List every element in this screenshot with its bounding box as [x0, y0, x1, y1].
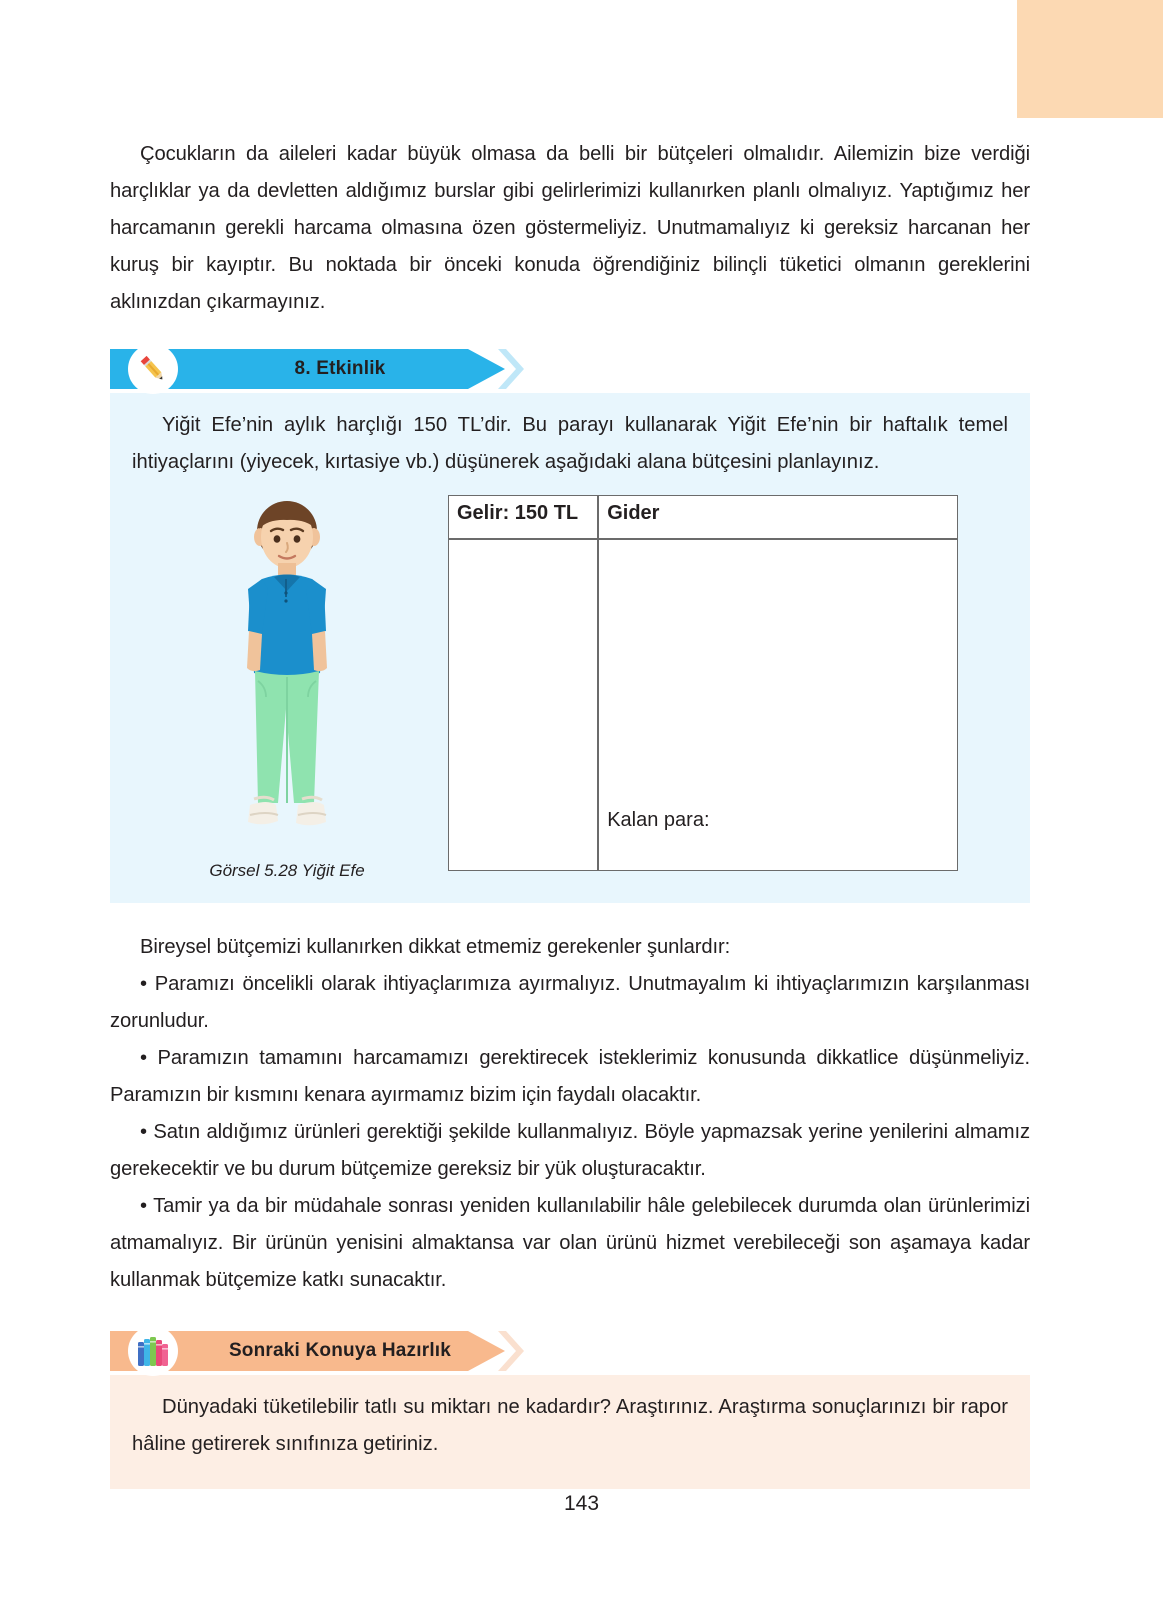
activity-panel	[110, 393, 1030, 903]
guideline-item-1: • Paramızı öncelikli olarak ihtiyaçlarımıza ayırmalıyız. Unutmayalım ki ihtiyaçlarımızın karşılanması zorunludur.	[110, 973, 1030, 1032]
activity-banner-label: 8. Etkinlik	[294, 358, 386, 379]
activity-banner	[110, 349, 1030, 393]
intro-paragraph: Çocukların da aileleri kadar büyük olmasa da belli bir bütçeleri olmalıdır. Ailemizin bize verdiği harçlıklar ya da devletten aldığımız burslar gibi gelirlerimizi kullanırken planlı olmalıyız. Yaptığımız her harcamanın gerekli harcama olmasına özen göstermeliyiz. Unutmamalıyız ki gereksiz harcanan her kuruş bir kayıptır. Bu noktada bir önceki konuda öğrendiğiniz bilinçli tüketici olmanın gereklerini aklınızdan çıkarmayınız.	[110, 143, 1030, 313]
books-icon	[128, 1326, 178, 1376]
activity-body	[132, 495, 1008, 881]
budget-table-body-row	[448, 539, 958, 871]
budget-table	[448, 495, 958, 871]
page-content	[110, 136, 1030, 1489]
guideline-item-3: • Satın aldığımız ürünleri gerektiği şekilde kullanmalıyız. Böyle yapmazsak yerine yenilerini almamız gerekecektir ve bu durum bütçemize gereksiz bir yük oluşturacaktır.	[110, 1121, 1030, 1180]
preparation-text: Dünyadaki tüketilebilir tatlı su miktarı ne kadardır? Araştırınız. Araştırma sonuçlarınızı bir rapor hâline getirerek sınıfınıza getiriniz.	[132, 1396, 1008, 1455]
activity-figure	[132, 495, 442, 881]
budget-table-header-income: Gelir: 150 TL	[448, 495, 598, 539]
guideline-item-2: • Paramızın tamamını harcamamızı gerektirecek isteklerimiz konusunda dikkatlice düşünmeliyiz. Paramızın bir kısmını kenara ayırmamız bizim için faydalı olacaktır.	[110, 1047, 1030, 1106]
figure-caption: Görsel 5.28 Yiğit Efe	[209, 861, 365, 880]
budget-income-input-area[interactable]	[448, 539, 598, 871]
page-corner-tab	[1017, 0, 1163, 118]
preparation-panel	[110, 1375, 1030, 1489]
guidelines-lead: Bireysel bütçemizi kullanırken dikkat etmemiz gerekenler şunlardır:	[140, 936, 731, 958]
preparation-banner	[110, 1331, 1030, 1375]
preparation-banner-label: Sonraki Konuya Hazırlık	[228, 1340, 452, 1361]
pencil-icon	[128, 344, 178, 394]
activity-instruction: Yiğit Efe’nin aylık harçlığı 150 TL’dir. Bu parayı kullanarak Yiğit Efe’nin bir haftalık temel ihtiyaçlarını (yiyecek, kırtasiye vb.) düşünerek aşağıdaki alana bütçesini planlayınız.	[132, 414, 1008, 473]
budget-table-header-row	[448, 495, 958, 539]
remaining-money-label: Kalan para:	[607, 809, 710, 831]
budget-table-header-expense: Gider	[598, 495, 958, 539]
budget-expense-input-area[interactable]	[598, 539, 958, 871]
boy-standing-illustration	[192, 495, 382, 855]
guideline-item-4: • Tamir ya da bir müdahale sonrası yeniden kullanılabilir hâle gelebilecek durumda olan ürünlerimizi atmamalıyız. Bir ürünün yenisini almaktansa var olan ürünü hizmet verebileceği son aşamaya kadar kullanmak bütçemize katkı sunacaktır.	[110, 1195, 1030, 1291]
page-number: 143	[563, 1492, 600, 1515]
